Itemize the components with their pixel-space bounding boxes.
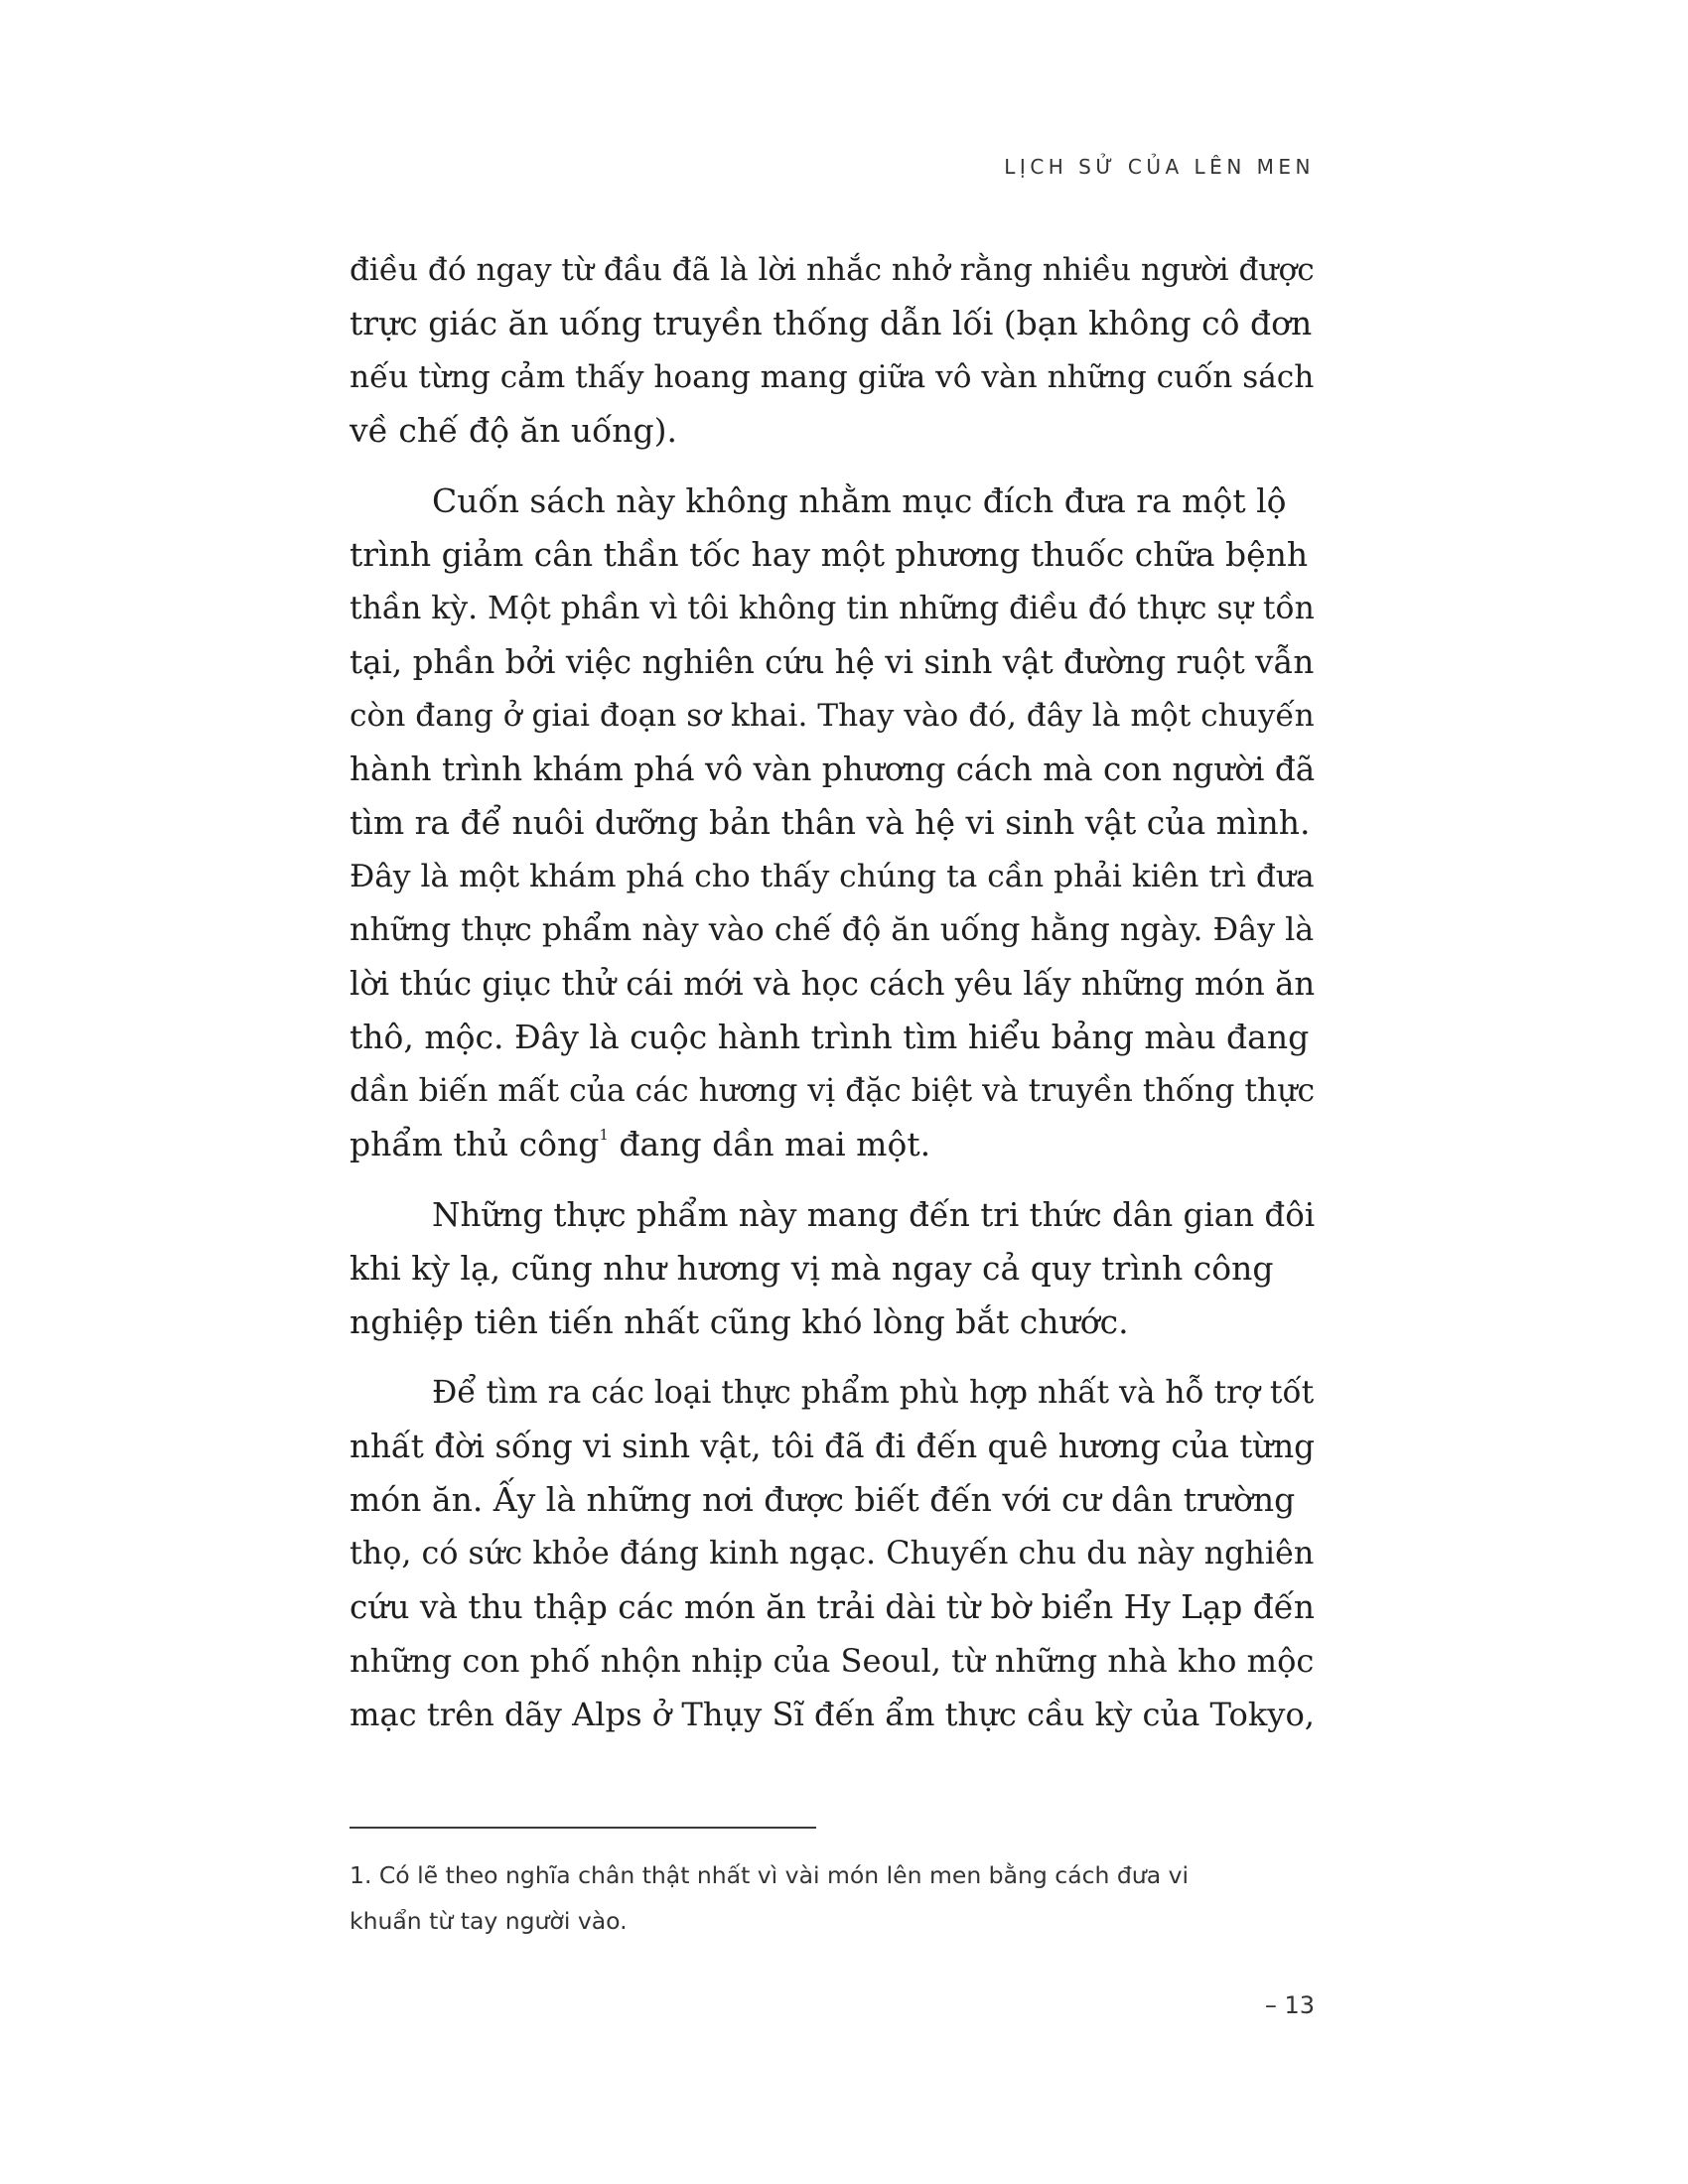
text-line: những thực phẩm này vào chế độ ăn uống hằng ngày. Đây là [350,912,1315,948]
text-line: Đây là một khám phá cho thấy chúng ta cần phải kiên trì đưa [350,859,1315,894]
text-line: Cuốn sách này không nhằm mục đích đưa ra một lộ [432,481,1287,520]
text-line: thọ, có sức khỏe đáng kinh ngạc. Chuyến chu du này nghiên [350,1536,1315,1571]
text-line: còn đang ở giai đoạn sơ khai. Thay vào đó, đây là một chuyến [350,698,1315,734]
text-line: trình giảm cân thần tốc hay một phương thuốc chữa bệnh [350,535,1309,574]
text-line: Những thực phẩm này mang đến tri thức dân gian đôi [432,1196,1316,1234]
footnote-reference[interactable]: 1 [599,1126,609,1144]
footnote-line: 1. Có lẽ theo nghĩa chân thật nhất vì vài món lên men bằng cách đưa vi [350,1861,1190,1889]
text-line: tại, phần bởi việc nghiên cứu hệ vi sinh vật đường ruột vẫn [350,643,1315,681]
text-line: thô, mộc. Đây là cuộc hành trình tìm hiểu bảng màu đang [350,1018,1310,1056]
text-line: mạc trên dãy Alps ở Thụy Sĩ đến ẩm thực cầu kỳ của Tokyo, [350,1696,1315,1733]
text-line: cứu và thu thập các món ăn trải dài từ bờ biển Hy Lạp đến [350,1588,1315,1626]
text-line: thần kỳ. Một phần vì tôi không tin những điều đó thực sự tồn [350,591,1315,626]
text-line: điều đó ngay từ đầu đã là lời nhắc nhở rằng nhiều người được [350,252,1315,288]
text-segment: phẩm thủ công [350,1125,600,1163]
paragraph-4 [350,1366,1315,1741]
text-line: khi kỳ lạ, cũng như hương vị mà ngay cả quy trình công [350,1249,1274,1288]
footnote [350,1852,1315,1944]
paragraph-1 [350,243,1315,458]
text-line [350,1118,1315,1171]
text-line: dần biến mất của các hương vị đặc biệt và truyền thống thực [350,1073,1316,1109]
text-segment: đang dần mai một. [608,1125,931,1163]
text-line: tìm ra để nuôi dưỡng bản thân và hệ vi sinh vật của mình. [350,803,1311,842]
running-head: LỊCH SỬ CỦA LÊN MEN [1004,155,1315,179]
text-line: những con phố nhộn nhịp của Seoul, từ những nhà kho mộc [350,1642,1315,1680]
footnote-divider [350,1827,816,1829]
text-line: nếu từng cảm thấy hoang mang giữa vô vàn những cuốn sách [350,359,1315,395]
text-line: lời thúc giục thử cái mới và học cách yêu lấy những món ăn [350,965,1316,1003]
text-line: Để tìm ra các loại thực phẩm phù hợp nhất và hỗ trợ tốt [432,1375,1315,1411]
text-line: về chế độ ăn uống). [350,411,678,450]
paragraph-2 [350,475,1315,1171]
text-line: trực giác ăn uống truyền thống dẫn lối (bạn không cô đơn [350,304,1313,342]
footnote-line: khuẩn từ tay người vào. [350,1907,628,1935]
text-line: món ăn. Ấy là những nơi được biết đến với cư dân trường [350,1480,1296,1519]
paragraph-3 [350,1188,1315,1349]
text-line: nhất đời sống vi sinh vật, tôi đã đi đến quê hương của từng [350,1428,1315,1465]
body-text [350,243,1315,1758]
text-line: nghiệp tiên tiến nhất cũng khó lòng bắt chước. [350,1302,1129,1341]
text-line: hành trình khám phá vô vàn phương cách mà con người đã [350,751,1316,788]
page-number: – 13 [1264,1991,1315,2019]
